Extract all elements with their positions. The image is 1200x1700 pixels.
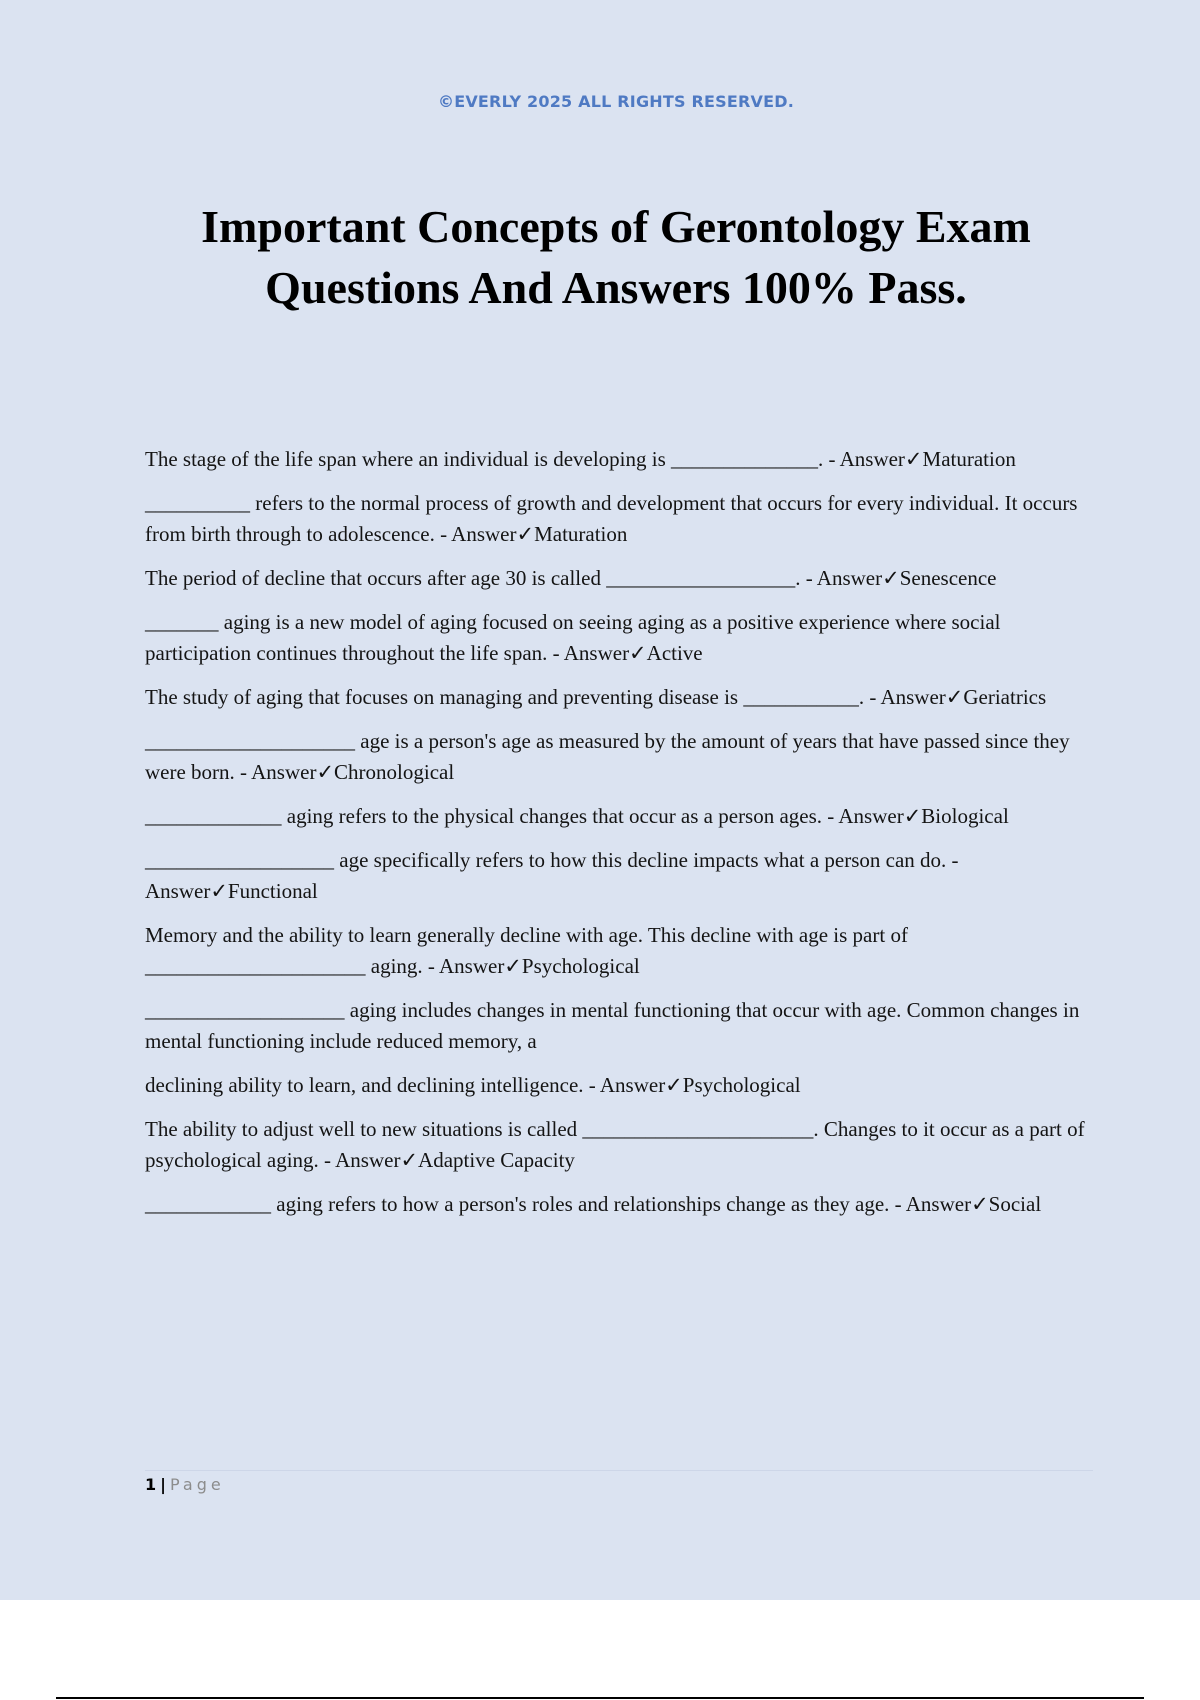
qa-item: The ability to adjust well to new situations is called ______________________. Changes to it occur as a part of psychological aging. - Answer✓Adaptive Capacity	[145, 1117, 1085, 1172]
qa-item: The stage of the life span where an individual is developing is ______________. - Answer✓Maturation	[145, 447, 1016, 471]
qa-item: The study of aging that focuses on managing and preventing disease is ___________. - Answer✓Geriatrics	[145, 685, 1047, 709]
copyright-header: ©EVERLY 2025 ALL RIGHTS RESERVED.	[438, 92, 794, 111]
qa-item: __________ refers to the normal process of growth and development that occurs for every individual. It occurs from birth through to adolescence. - Answer✓Maturation	[145, 491, 1078, 546]
page-footer	[145, 1475, 225, 1494]
qa-item: ___________________ aging includes changes in mental functioning that occur with age. Common changes in mental functioning include reduced memory, a	[145, 998, 1080, 1053]
bottom-divider	[56, 1697, 1144, 1699]
page-separator: |	[160, 1475, 166, 1494]
qa-item: _____________ aging refers to the physical changes that occur as a person ages. - Answer✓Biological	[145, 804, 1009, 828]
title-line-2: Questions And Answers 100% Pass.	[265, 262, 967, 313]
qa-list	[145, 444, 1095, 1233]
qa-item: ____________ aging refers to how a person's roles and relationships change as they age. - Answer✓Social	[145, 1192, 1042, 1216]
qa-item: ____________________ age is a person's age as measured by the amount of years that have passed since they were born. - Answer✓Chronological	[145, 729, 1070, 784]
qa-item: _______ aging is a new model of aging focused on seeing aging as a positive experience where social participation continues throughout the life span. - Answer✓Active	[145, 610, 1001, 665]
qa-item: declining ability to learn, and declining intelligence. - Answer✓Psychological	[145, 1073, 801, 1097]
page-number: 1	[145, 1475, 157, 1494]
footer-divider	[145, 1470, 1093, 1471]
title-line-1: Important Concepts of Gerontology Exam	[201, 201, 1031, 252]
qa-item: Memory and the ability to learn generally decline with age. This decline with age is part of _____________________ aging. - Answer✓Psychological	[145, 923, 908, 978]
page-label: Page	[169, 1475, 225, 1494]
qa-item: __________________ age specifically refers to how this decline impacts what a person can do. - Answer✓Functional	[145, 848, 959, 903]
page-title	[0, 196, 1200, 318]
qa-item: The period of decline that occurs after age 30 is called __________________. - Answer✓Senescence	[145, 566, 997, 590]
